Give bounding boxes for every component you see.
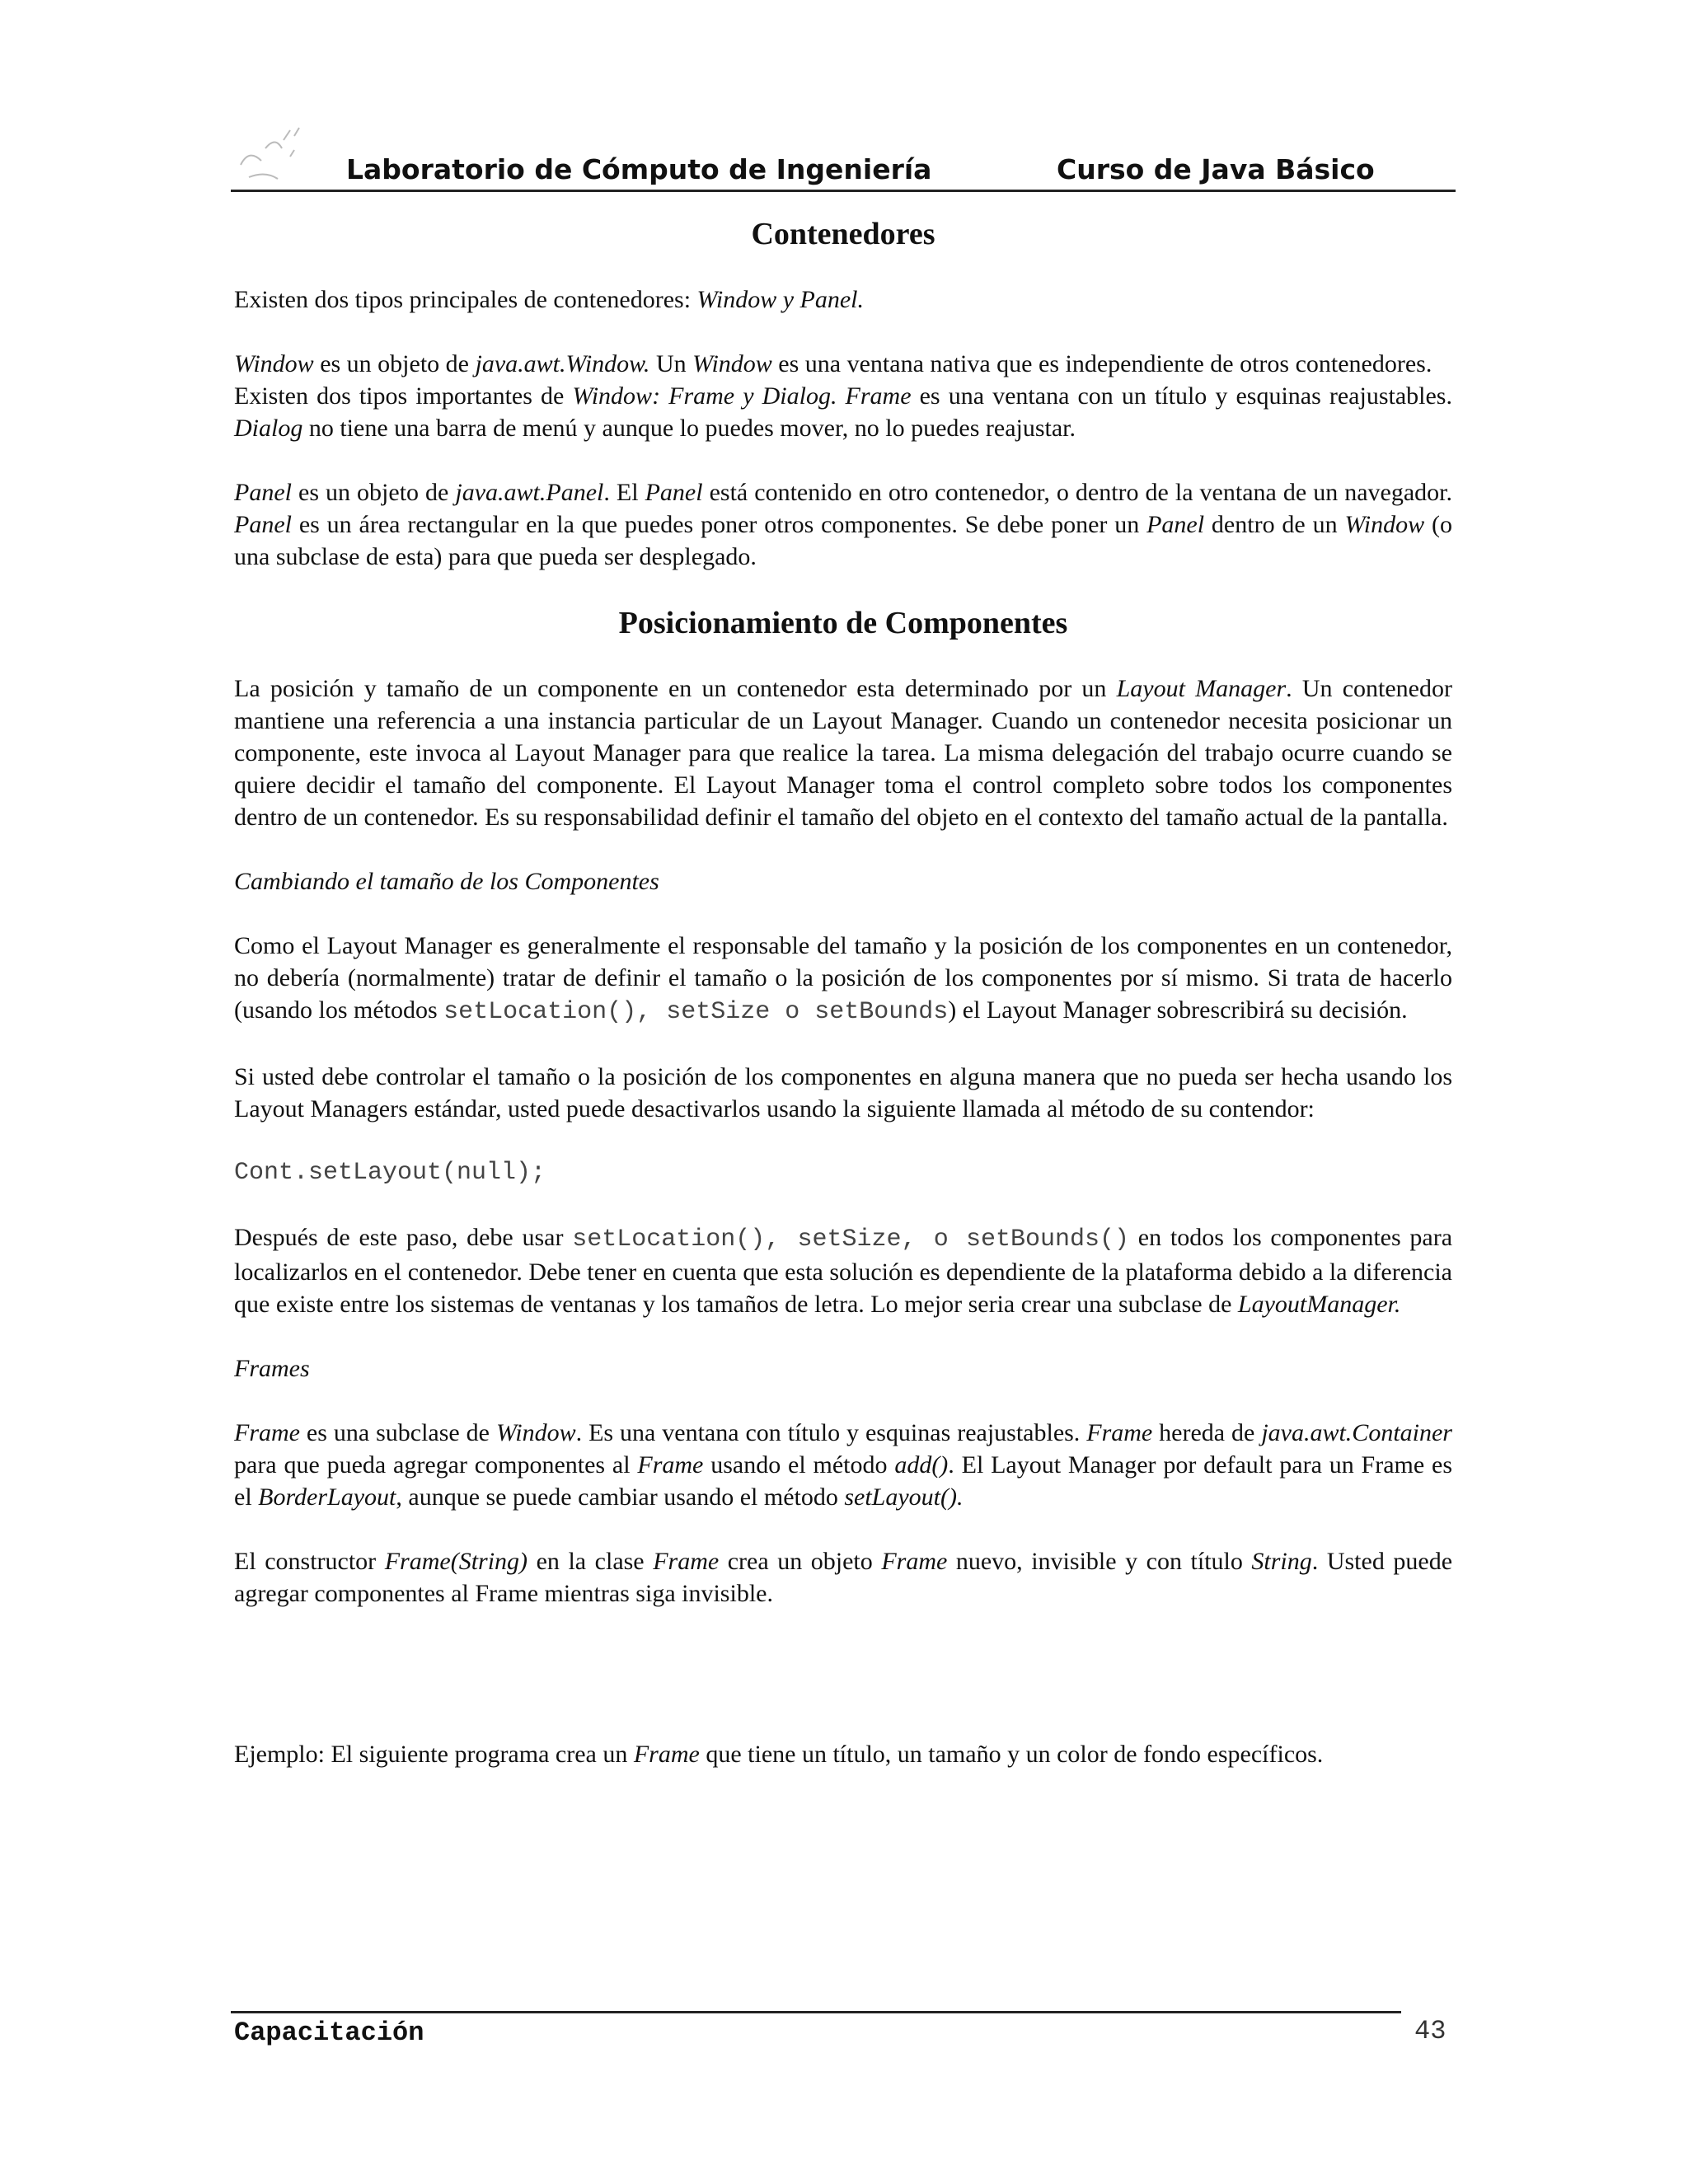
paragraph-layout-manager: La posición y tamaño de un componente en un contenedor esta determinado por un Layout Manager. Un contenedor mantiene una referencia a una instancia particular de un Layout Manager. Cuando un contenedor necesita posicionar un componente, este invoca al Layout Manager para que realice la tarea. La misma delegación del trabajo ocurre cuando se quiere decidir el tamaño del componente. El Layout Manager toma el control completo sobre todos los componentes dentro de un contenedor. Es su responsabilidad definir el tamaño del objeto en el contexto del tamaño actual de la pantalla. [234,675,1452,831]
paragraph-disable-layout: Si usted debe controlar el tamaño o la posición de los componentes en alguna manera que no pueda ser hecha usando los Layout Managers estándar, usted puede desactivarlos usando la siguiente llamada al método de su contendor: [234,1063,1452,1122]
paragraph-resize: Como el Layout Manager es generalmente el responsable del tamaño y la posición de los componentes en un contenedor, no debería (normalmente) tratar de definir el tamaño o la posición de los componentes por sí mismo. Si trata de hacerlo (usando los métodos setLocation(), setSize o setBounds) el Layout Manager sobrescribirá su decisión. [234,932,1452,1026]
subheading-resize: Cambiando el tamaño de los Componentes [234,868,659,895]
footer-label: Capacitación [234,2018,424,2048]
page-header [231,153,1456,192]
paragraph-after-step: Después de este paso, debe usar setLocation(), setSize, o setBounds() en todos los componentes para localizarlos en el contenedor. Debe tener en cuenta que esta solución es dependiente de la plataforma debido a la diferencia que existe entre los sistemas de ventanas y los tamaños de letra. Lo mejor seria crear una subclase de LayoutManager. [234,1224,1453,1318]
paragraph-window-types: Existen dos tipos importantes de Window: Frame y Dialog. Frame es una ventana con un título y esquinas reajustables. Dialog no tiene una barra de menú y aunque lo puedes mover, no lo puedes reajustar. [234,382,1452,442]
code-set-layout-null: Cont.setLayout(null); [234,1159,546,1187]
subheading-frames: Frames [234,1355,310,1382]
paragraph-frame: Frame es una subclase de Window. Es una ventana con título y esquinas reajustables. Frame hereda de java.awt.Container para que pueda agregar componentes al Frame usando el método add(). El Layout Manager por default para un Frame es el BorderLayout, aunque se puede cambiar usando el método setLayout(). [234,1419,1453,1511]
section-title-contenedores: Contenedores [751,217,935,251]
paragraph-panel: Panel es un objeto de java.awt.Panel. El Panel está contenido en otro contenedor, o dentro de la ventana de un navegador. Panel es un área rectangular en la que puedes poner otros componentes. Se debe poner un Panel dentro de un Window (o una subclase de esta) para que pueda ser desplegado. [234,479,1452,570]
section-title-posicionamiento: Posicionamiento de Componentes [618,606,1068,640]
paragraph-window: Window es un objeto de java.awt.Window. Un Window es una ventana nativa que es independiente de otros contenedores. [234,350,1432,377]
page-content [234,216,1452,1802]
footer-rule [231,2011,1401,2013]
paragraph-frame-constructor: El constructor Frame(String) en la clase Frame crea un objeto Frame nuevo, invisible y con título String. Usted puede agregar componentes al Frame mientras siga invisible. [234,1548,1453,1607]
page-number: 43 [1414,2016,1447,2046]
paragraph-example: Ejemplo: El siguiente programa crea un Frame que tiene un título, un tamaño y un color de fondo específicos. [234,1741,1324,1768]
blank-spacer [234,1642,1452,1738]
header-course-title: Curso de Java Básico [1057,153,1375,185]
paragraph-container-types: Existen dos tipos principales de contenedores: Window y Panel. [234,286,865,313]
header-lab-title: Laboratorio de Cómputo de Ingeniería [346,153,932,185]
